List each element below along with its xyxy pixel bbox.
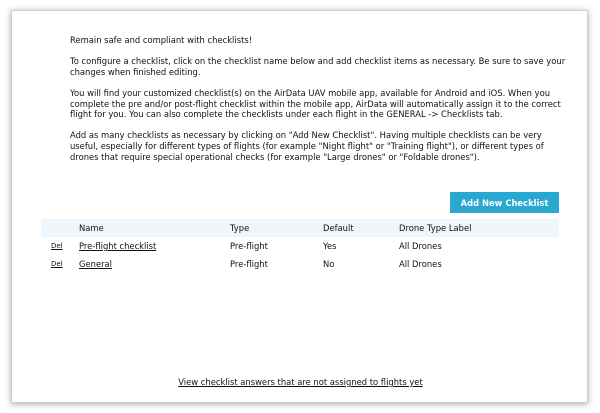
header-drone-type-label: Drone Type Label bbox=[399, 223, 472, 233]
intro-text bbox=[70, 35, 570, 173]
intro-configure: To configure a checklist, click on the checklist name below and add checklist items as necessary. Be sure to save your changes when finished editing. bbox=[70, 56, 566, 77]
header-type: Type bbox=[230, 223, 250, 233]
checklist-name-link[interactable]: General bbox=[79, 259, 113, 269]
delete-link[interactable]: Del bbox=[51, 260, 63, 268]
checklist-drone-type: All Drones bbox=[399, 259, 442, 269]
add-new-checklist-button[interactable]: Add New Checklist bbox=[450, 192, 559, 213]
checklist-type: Pre-flight bbox=[230, 259, 268, 269]
intro-headline: Remain safe and compliant with checklists! bbox=[70, 35, 253, 45]
checklist-default: No bbox=[323, 259, 335, 269]
intro-multiple: Add as many checklists as necessary by clicking on "Add New Checklist". Having multiple checklists can be very useful, especially for different types of flights (for example "Night flight" or "Training flight"), or different types of drones that require special operational checks (for example "Large drones" or "Foldable drones"). bbox=[70, 130, 544, 162]
header-name: Name bbox=[79, 223, 104, 233]
checklist-type: Pre-flight bbox=[230, 241, 268, 251]
intro-mobile-app: You will find your customized checklist(s) on the AirData UAV mobile app, available for Android and iOS. When you complete the pre and/or post-flight checklist within the mobile app, AirData will automatically assign it to the correct flight for you. You can also complete the checklists under each flight in the GENERAL -> Checklists tab. bbox=[70, 87, 561, 120]
footer bbox=[12, 377, 589, 387]
table-row bbox=[41, 237, 559, 255]
checklist-drone-type: All Drones bbox=[399, 241, 442, 251]
checklist-name-link[interactable]: Pre-flight checklist bbox=[79, 241, 157, 251]
checklist-default: Yes bbox=[323, 241, 337, 251]
table-header bbox=[41, 219, 559, 237]
unassigned-answers-link[interactable]: View checklist answers that are not assigned to flights yet bbox=[178, 377, 423, 387]
delete-link[interactable]: Del bbox=[51, 242, 63, 250]
header-default: Default bbox=[323, 223, 354, 233]
checklists-panel bbox=[11, 10, 588, 403]
checklists-table bbox=[41, 219, 559, 273]
table-row bbox=[41, 255, 559, 273]
